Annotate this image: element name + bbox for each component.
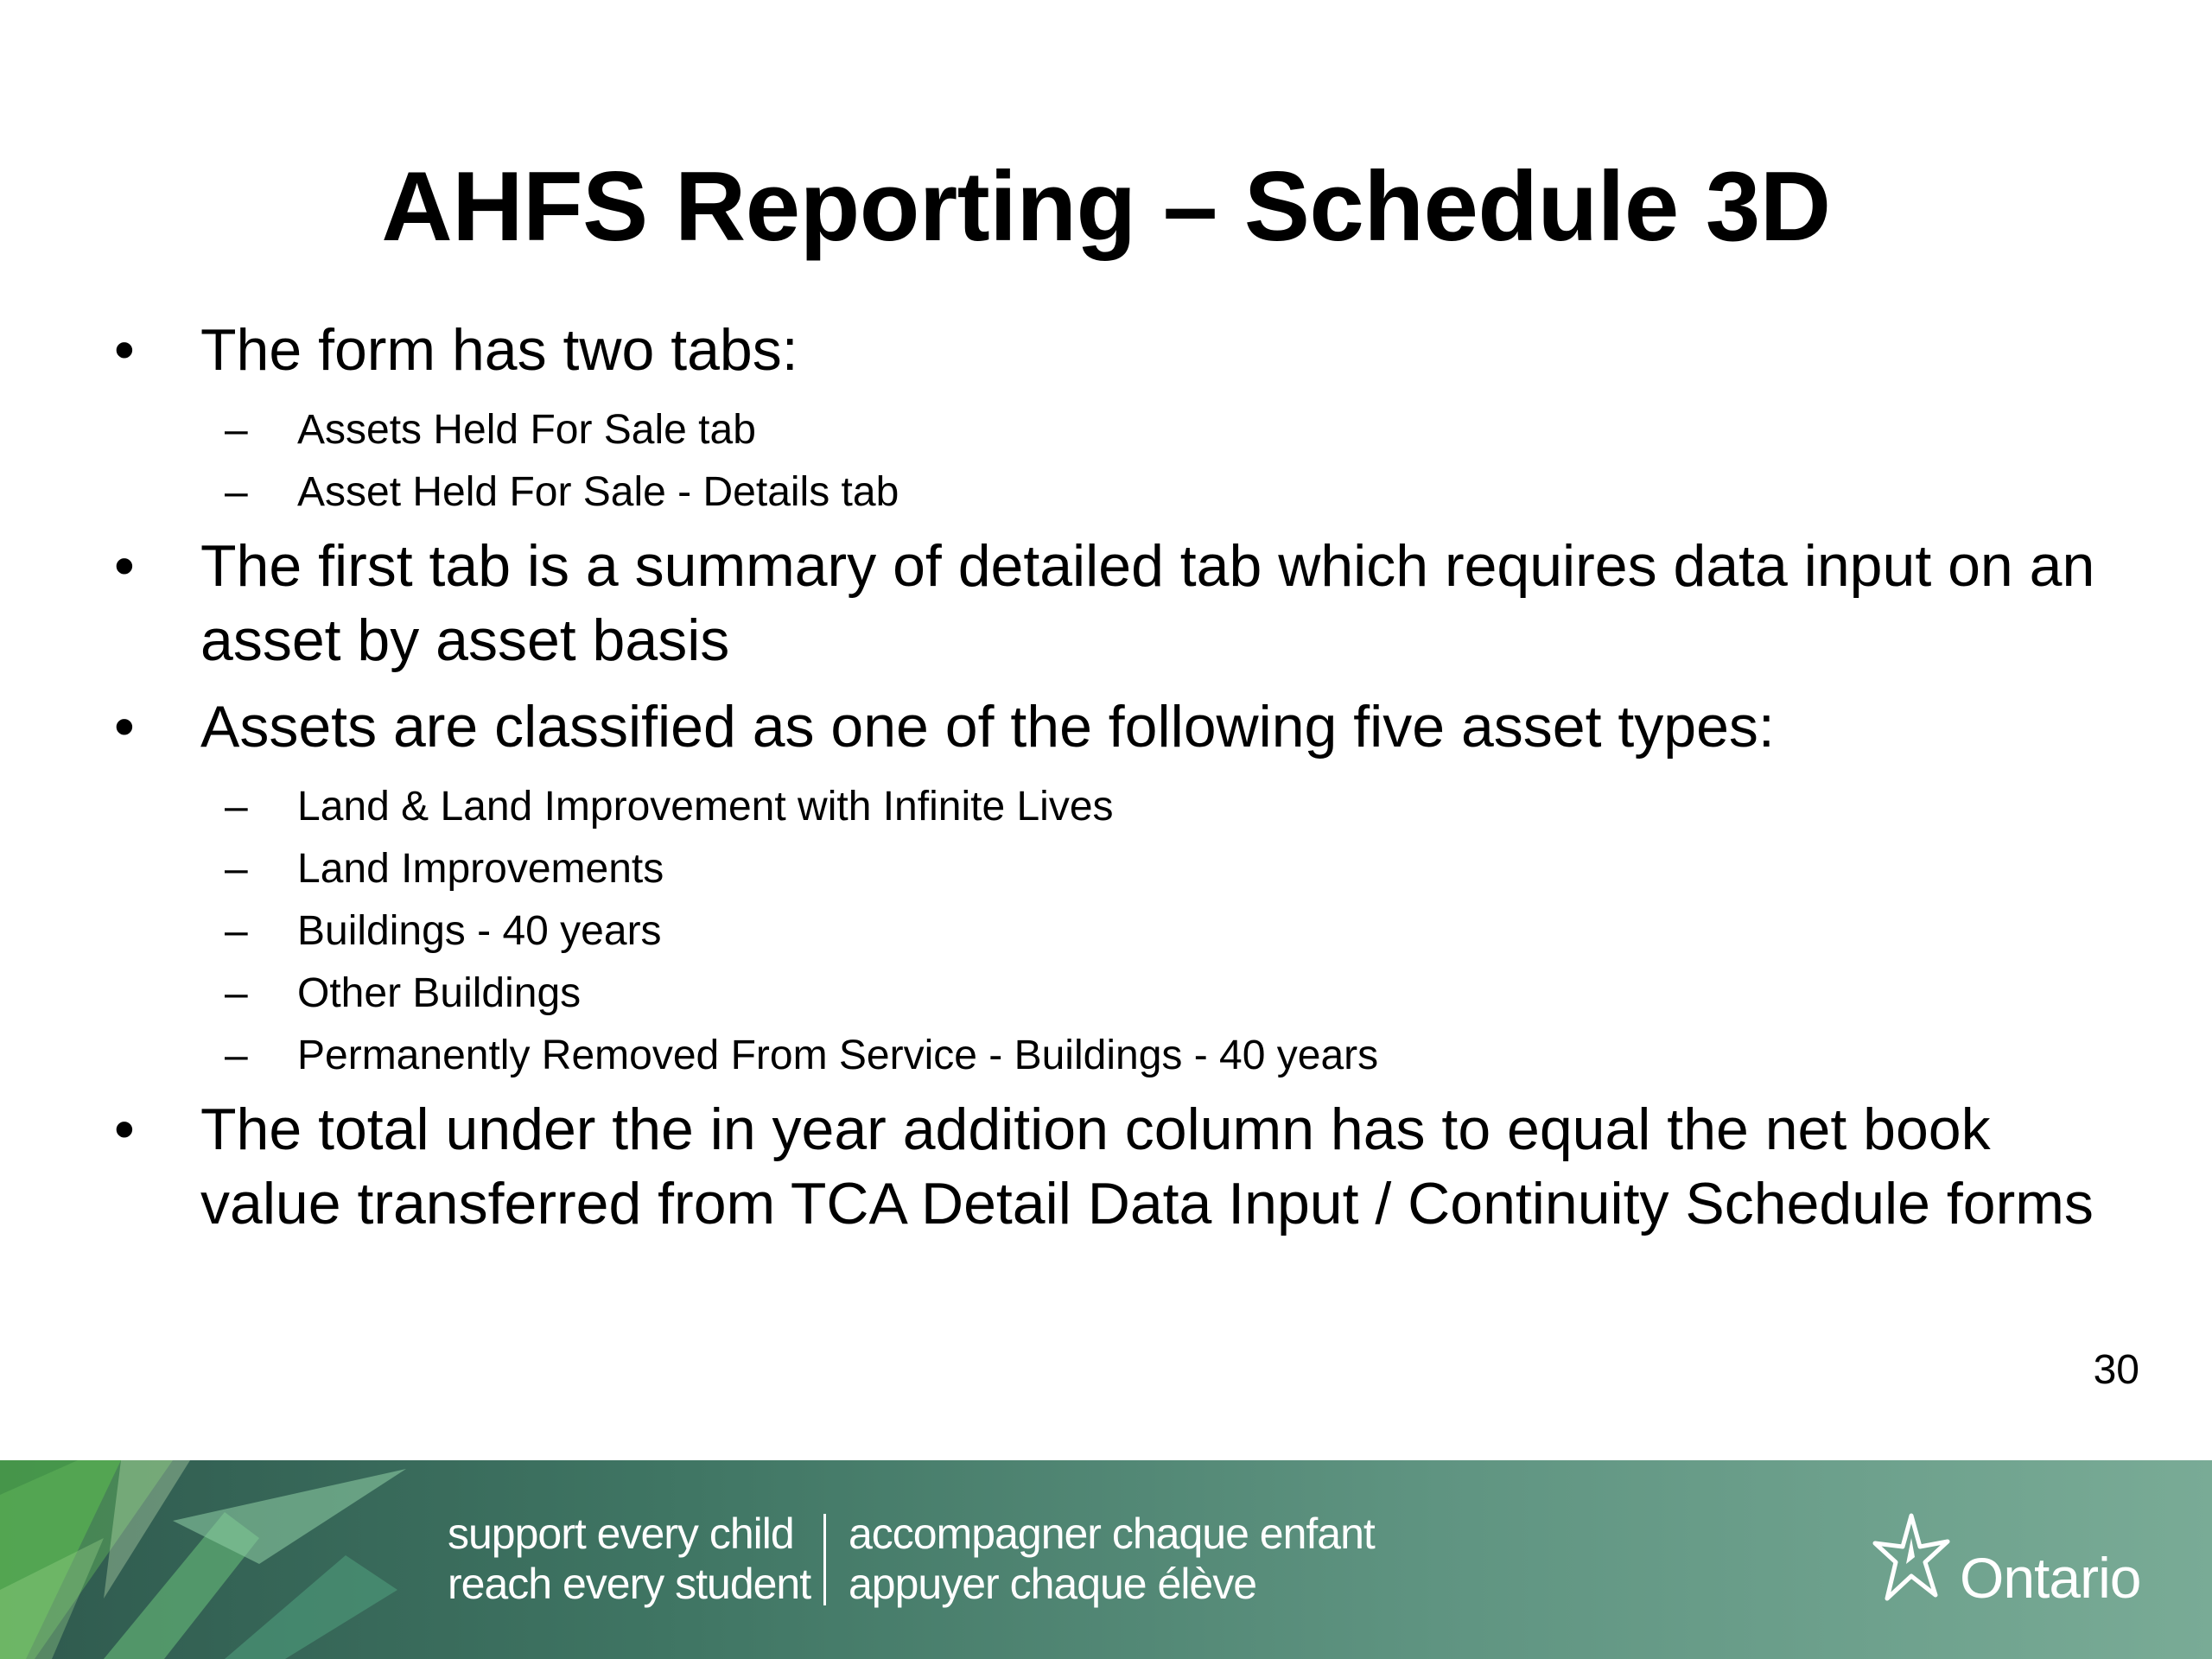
sub-bullet-marker: – <box>225 908 248 954</box>
page-number: 30 <box>2093 1347 2139 1393</box>
bullet-marker: • <box>114 694 135 760</box>
sub-bullet-item <box>114 963 2119 1025</box>
sub-bullet-item <box>114 838 2119 900</box>
sub-bullet-item <box>114 900 2119 963</box>
sub-bullet-list <box>114 776 2119 1087</box>
sub-bullet-marker: – <box>225 469 248 515</box>
slogan-fr-line-2: appuyer chaque élève <box>849 1560 1257 1608</box>
sub-bullet-item <box>114 776 2119 838</box>
slide-content <box>114 313 2119 1253</box>
slogan-french <box>849 1509 1375 1609</box>
sub-bullet-item <box>114 1025 2119 1087</box>
sub-bullet-marker: – <box>225 970 248 1016</box>
sub-bullet-text: Asset Held For Sale - Details tab <box>297 469 899 515</box>
slogan-en-line-1: support every child <box>448 1510 794 1558</box>
sub-bullet-text: Land & Land Improvement with Infinite Lives <box>297 784 1114 830</box>
sub-bullet-item <box>114 399 2119 461</box>
sub-bullet-text: Other Buildings <box>297 970 582 1016</box>
slogan-divider <box>823 1514 826 1605</box>
sub-bullet-marker: – <box>225 784 248 830</box>
sub-bullet-text: Permanently Removed From Service - Buildings - 40 years <box>297 1033 1379 1078</box>
bullet-marker: • <box>114 1096 135 1162</box>
sub-bullet-marker: – <box>225 846 248 892</box>
sub-bullet-list <box>114 399 2119 524</box>
slogan-english <box>448 1509 810 1609</box>
sub-bullet-text: Buildings - 40 years <box>297 908 662 954</box>
footer-banner <box>0 1460 2212 1659</box>
bullet-text: The first tab is a summary of detailed tab which requires data input on an asset by asset basis <box>200 533 2095 673</box>
bullet-item <box>114 1092 2119 1241</box>
slogan-fr-line-1: accompagner chaque enfant <box>849 1510 1375 1558</box>
sub-bullet-marker: – <box>225 407 248 453</box>
decorative-leaf-art-icon <box>0 1460 449 1659</box>
sub-bullet-text: Land Improvements <box>297 846 664 892</box>
bullet-text: The form has two tabs: <box>200 317 798 383</box>
bullet-marker: • <box>114 533 135 599</box>
bullet-marker: • <box>114 317 135 383</box>
bullet-text: The total under the in year addition column has to equal the net book value transferred from TCA Detail Data Input / Continuity Schedule forms <box>200 1096 2094 1236</box>
slide-title: AHFS Reporting – Schedule 3D <box>381 152 1831 262</box>
sub-bullet-marker: – <box>225 1033 248 1078</box>
bullet-item <box>114 690 2119 764</box>
bullet-item <box>114 313 2119 387</box>
sub-bullet-item <box>114 461 2119 524</box>
bullet-item <box>114 529 2119 677</box>
bullet-text: Assets are classified as one of the following five asset types: <box>200 694 1775 760</box>
slogan-en-line-2: reach every student <box>448 1560 811 1608</box>
trillium-icon <box>1872 1512 1951 1609</box>
ontario-logo-text: Ontario <box>1960 1546 2141 1610</box>
sub-bullet-text: Assets Held For Sale tab <box>297 407 756 453</box>
